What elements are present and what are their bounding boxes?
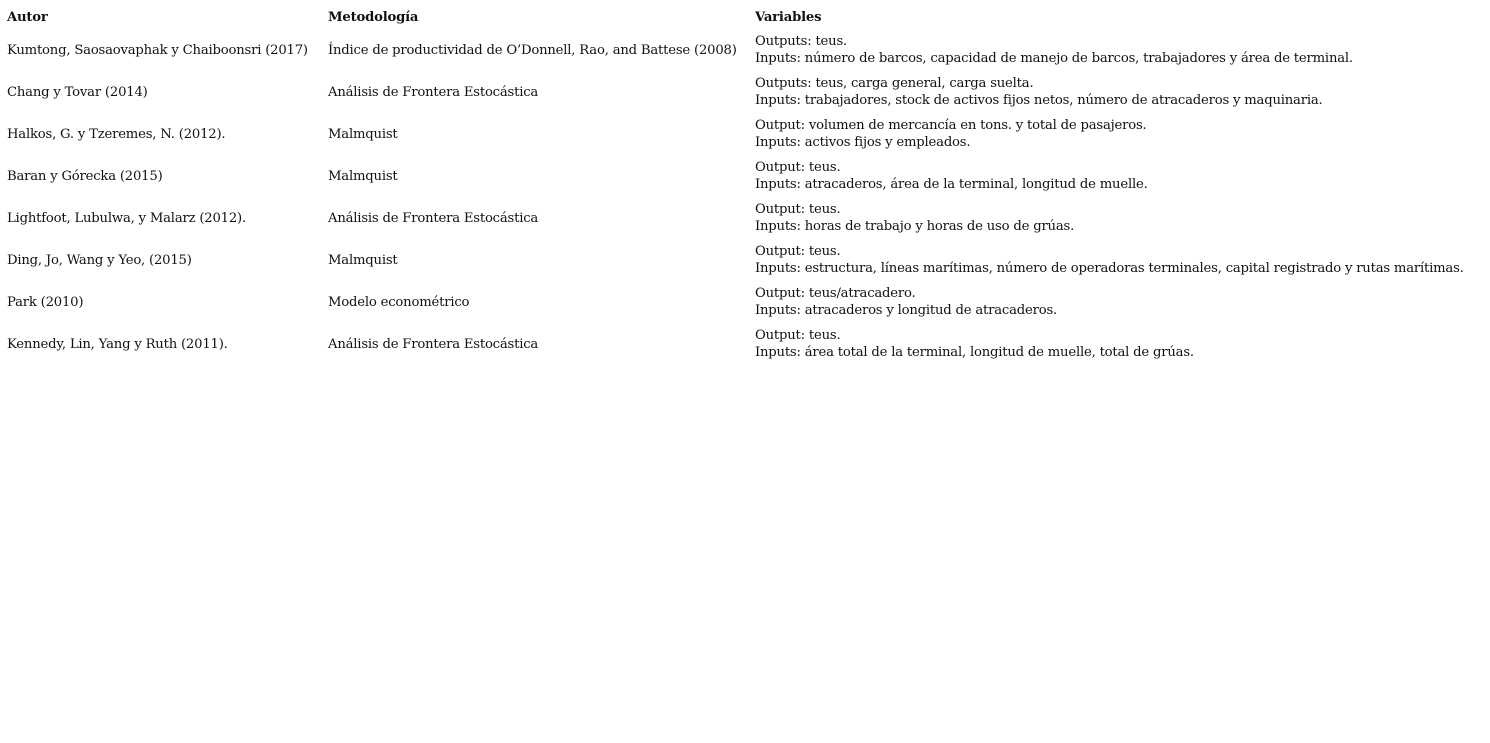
cell-variables [752, 113, 1467, 155]
variables-output: Output: teus. [755, 244, 841, 259]
header-variables: Variables [755, 9, 822, 25]
table-row [4, 29, 1467, 71]
cell-variables [752, 197, 1467, 239]
cell-metodologia: Malmquist [328, 126, 398, 142]
variables-output: Output: teus. [755, 202, 841, 217]
cell-variables [752, 71, 1467, 113]
header-metodologia: Metodología [328, 9, 419, 25]
variables-output: Output: teus. [755, 160, 841, 175]
table-row [4, 197, 1467, 239]
cell-autor: Baran y Górecka (2015) [7, 168, 163, 184]
table-header [4, 6, 1467, 29]
variables-output: Outputs: teus. [755, 34, 847, 49]
cell-autor: Halkos, G. y Tzeremes, N. (2012). [7, 126, 226, 142]
variables-input: Inputs: atracaderos y longitud de atracaderos. [755, 303, 1058, 318]
cell-metodologia: Malmquist [328, 252, 398, 268]
variables-output: Output: teus. [755, 328, 841, 343]
cell-metodologia: Análisis de Frontera Estocástica [328, 336, 539, 352]
cell-metodologia: Malmquist [328, 168, 398, 184]
cell-autor: Park (2010) [7, 294, 84, 310]
cell-metodologia: Modelo econométrico [328, 294, 470, 310]
cell-autor: Chang y Tovar (2014) [7, 84, 148, 100]
header-autor: Autor [7, 9, 48, 25]
table-row [4, 155, 1467, 197]
variables-input: Inputs: activos fijos y empleados. [755, 135, 971, 150]
cell-autor: Kennedy, Lin, Yang y Ruth (2011). [7, 336, 228, 352]
cell-metodologia: Análisis de Frontera Estocástica [328, 210, 539, 226]
cell-metodologia: Índice de productividad de O’Donnell, Rao, and Battese (2008) [328, 42, 737, 58]
table-row [4, 71, 1467, 113]
cell-variables [752, 155, 1467, 197]
table-row [4, 281, 1467, 323]
table-body [4, 29, 1467, 365]
variables-input: Inputs: área total de la terminal, longitud de muelle, total de grúas. [755, 345, 1194, 360]
cell-metodologia: Análisis de Frontera Estocástica [328, 84, 539, 100]
variables-output: Output: volumen de mercancía en tons. y total de pasajeros. [755, 118, 1147, 133]
cell-variables [752, 29, 1467, 71]
cell-variables [752, 239, 1467, 281]
cell-autor: Kumtong, Saosaovaphak y Chaiboonsri (2017) [7, 42, 308, 58]
variables-input: Inputs: atracaderos, área de la terminal, longitud de muelle. [755, 177, 1148, 192]
variables-output: Output: teus/atracadero. [755, 286, 916, 301]
variables-input: Inputs: horas de trabajo y horas de uso de grúas. [755, 219, 1075, 234]
cell-variables [752, 323, 1467, 365]
table-row [4, 239, 1467, 281]
variables-input: Inputs: número de barcos, capacidad de manejo de barcos, trabajadores y área de terminal. [755, 51, 1353, 66]
header-row [4, 6, 1467, 29]
cell-autor: Ding, Jo, Wang y Yeo, (2015) [7, 252, 192, 268]
cell-autor: Lightfoot, Lubulwa, y Malarz (2012). [7, 210, 246, 226]
cell-variables [752, 281, 1467, 323]
variables-input: Inputs: estructura, líneas marítimas, número de operadoras terminales, capital registrado y rutas marítimas. [755, 261, 1464, 276]
variables-input: Inputs: trabajadores, stock de activos fijos netos, número de atracaderos y maquinaria. [755, 93, 1323, 108]
literature-table [4, 6, 1467, 365]
table-row [4, 323, 1467, 365]
variables-output: Outputs: teus, carga general, carga suelta. [755, 76, 1034, 91]
table-row [4, 113, 1467, 155]
